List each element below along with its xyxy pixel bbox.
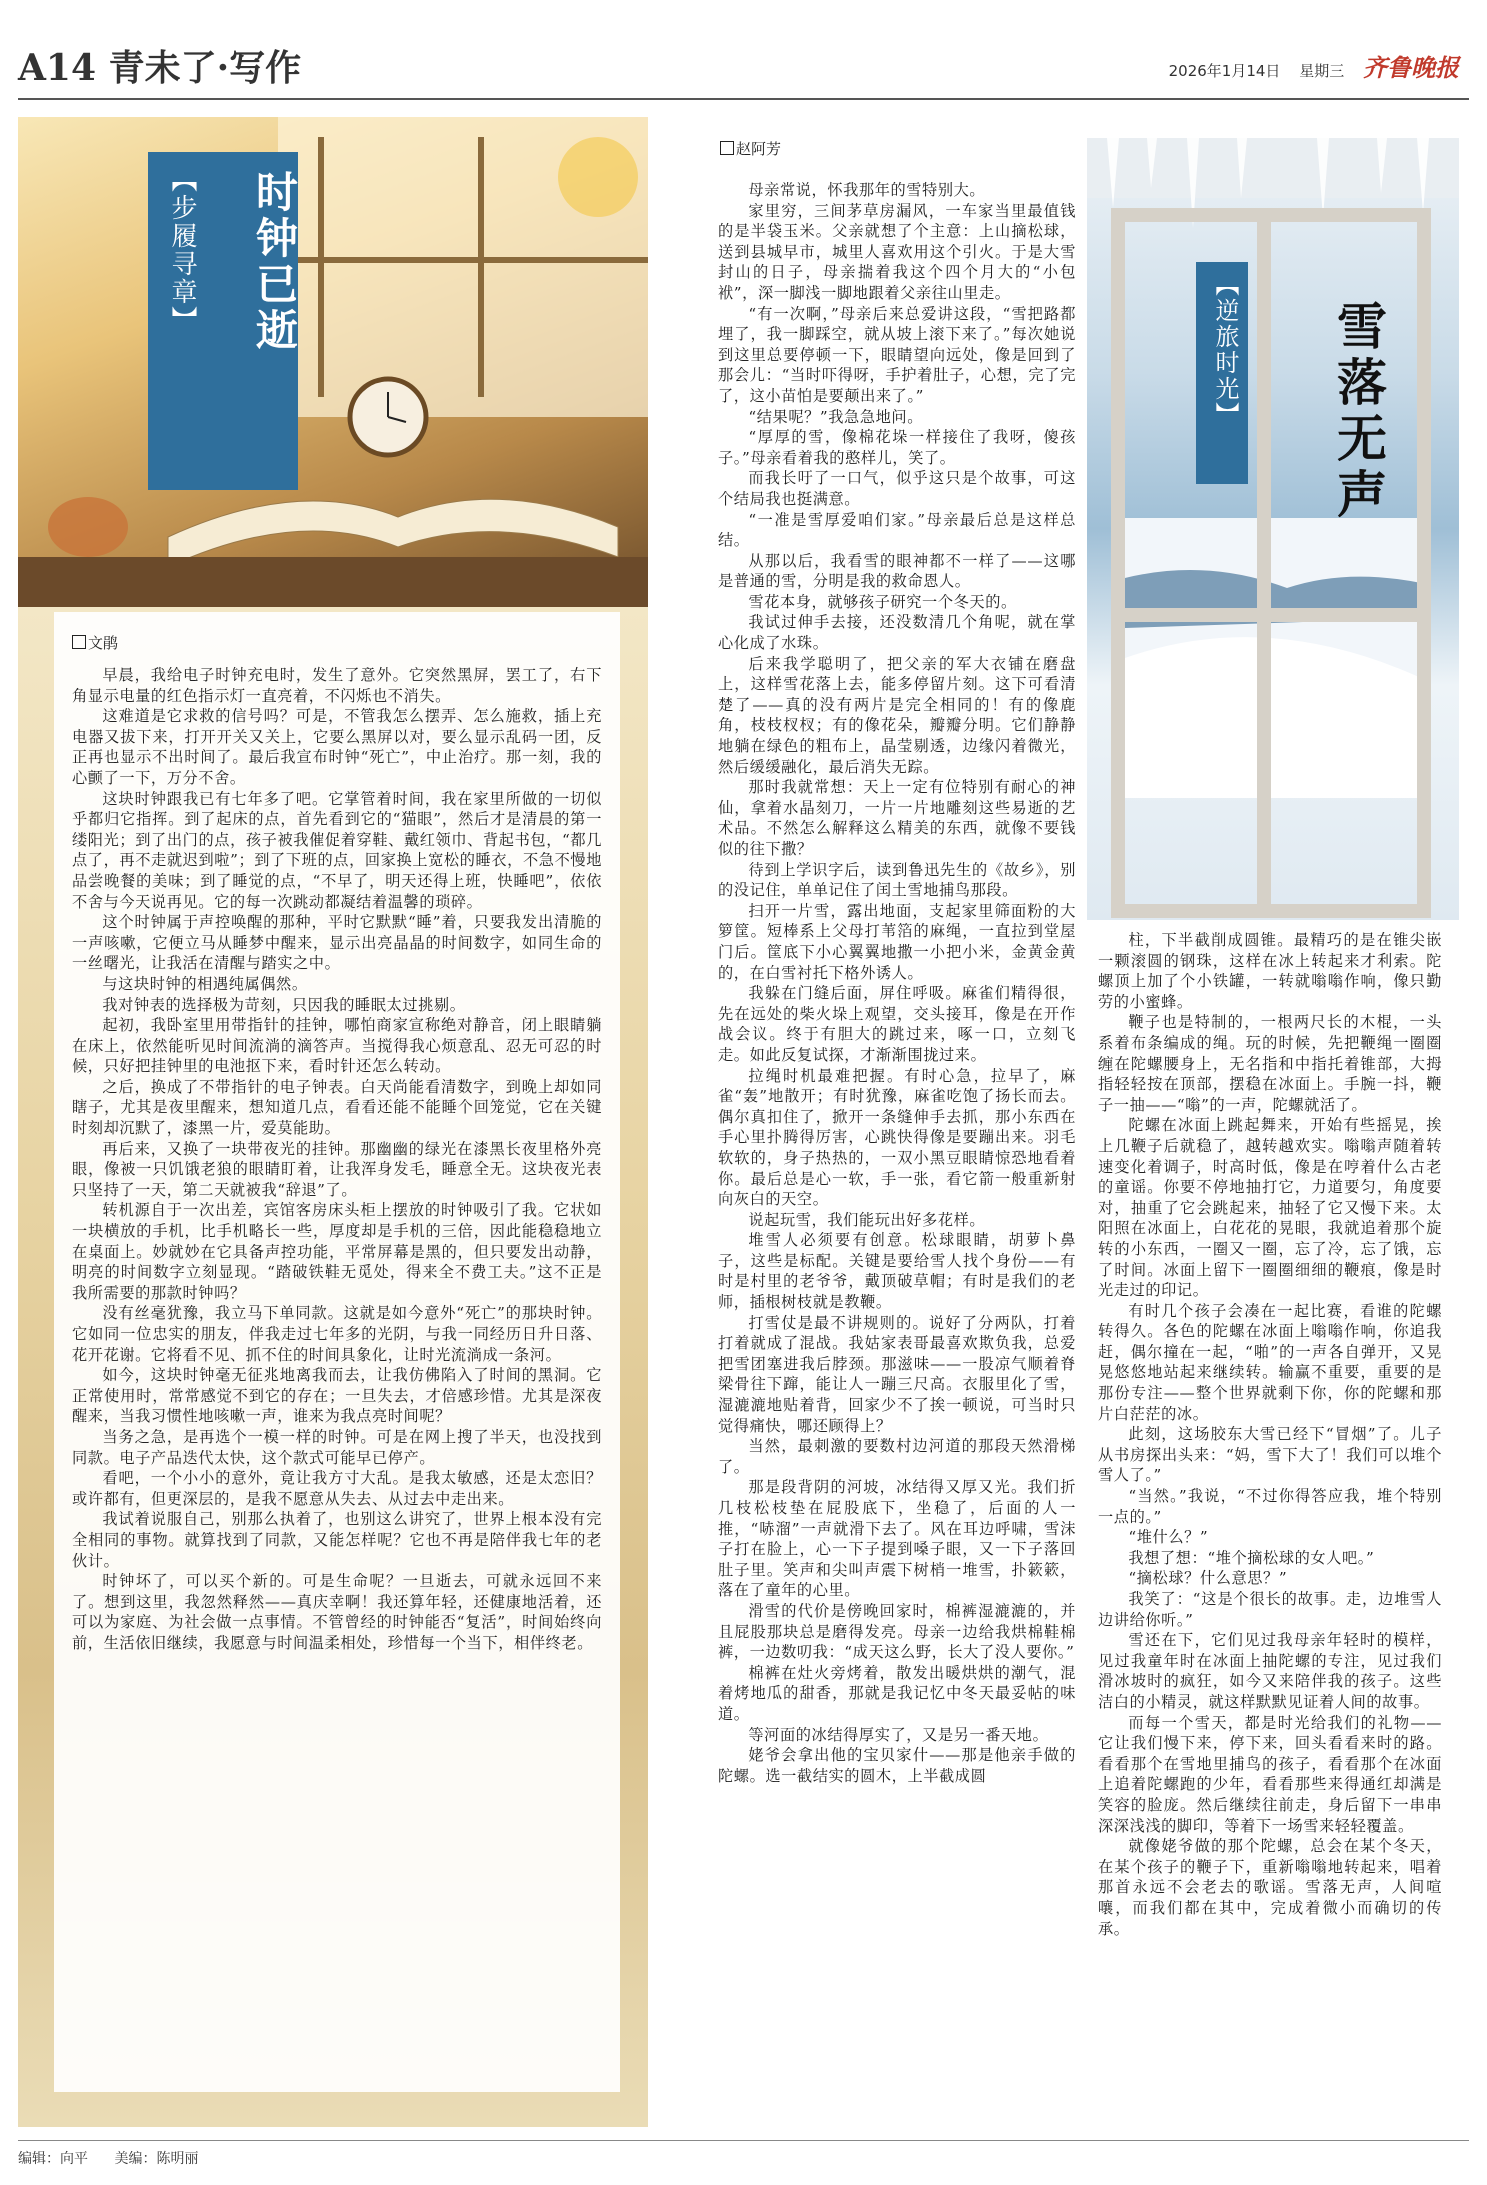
left-article-body bbox=[54, 612, 620, 2092]
paragraph: 有时几个孩子会凑在一起比赛，看谁的陀螺转得久。各色的陀螺在冰面上嗡嗡作响，你追我赶，偶尔撞在一起，“啪”的一声各自弹开，又晃晃悠悠地站起来继续转。输赢不重要，重要的是那份专注——整个世界就剩下你，你的陀螺和那片白茫茫的冰。 bbox=[1098, 1301, 1442, 1423]
paragraph: 之后，换成了不带指针的电子钟表。白天尚能看清数字，到晚上却如同瞎子，尤其是夜里醒来，想知道几点，看看还能不能睡个回笼觉，它在关键时刻却沉默了，漆黑一片，爱莫能助。 bbox=[72, 1077, 602, 1138]
right-article-title: 雪落无声 bbox=[1329, 300, 1388, 524]
paragraph: 打雪仗是最不讲规则的。说好了分两队，打着打着就成了混战。我姑家表哥最喜欢欺负我，总爱把雪团塞进我后脖颈。那滋味——一股凉气顺着脊梁骨往下蹿，能让人一蹦三尺高。衣服里化了雪，湿漉漉地贴着背，回家少不了挨一顿说，可当时只觉得痛快，哪还顾得上？ bbox=[718, 1313, 1076, 1435]
paragraph: 而每一个雪天，都是时光给我们的礼物——它让我们慢下来，停下来，回头看看来时的路。看看那个在雪地里捕鸟的孩子，看看那个在冰面上追着陀螺跑的少年，看看那些来得通红却满是笑容的脸庞。然后继续往前走，身后留下一串串深深浅浅的脚印，等着下一场雪来轻轻覆盖。 bbox=[1098, 1713, 1442, 1835]
newspaper-logo: 齐鲁晚报 bbox=[1363, 53, 1459, 82]
paragraph: 这个时钟属于声控唤醒的那种，平时它默默“睡”着，只要我发出清脆的一声咳嗽，它便立马从睡梦中醒来，显示出亮晶晶的时间数字，如同生命的一丝曙光，让我活在清醒与踏实之中。 bbox=[72, 913, 602, 973]
left-article-title: 时钟已逝 bbox=[250, 170, 299, 354]
paragraph: 再后来，又换了一块带夜光的挂钟。那幽幽的绿光在漆黑长夜里格外亮眼，像被一只饥饿老狼的眼睛盯着，让我浑身发毛，睡意全无。这块夜光表只坚持了一天，第二天就被我“辞退”了。 bbox=[72, 1139, 602, 1199]
paragraph: 我躲在门缝后面，屏住呼吸。麻雀们精得很，先在远处的柴火垛上观望，交头接耳，像是在开作战会议。终于有胆大的跳过来，啄一口，立刻飞走。如此反复试探，才渐渐围拢过来。 bbox=[718, 984, 1076, 1064]
paragraph: 起初，我卧室里用带指针的挂钟，哪怕商家宣称绝对静音，闭上眼睛躺在床上，依然能听见时间流淌的滴答声。当搅得我心烦意乱、忍无可忍的时候，只好把挂钟里的电池抠下来，看时针还怎么转动。 bbox=[72, 1016, 602, 1076]
paragraph: 家里穷，三间茅草房漏风，一车家当里最值钱的是半袋玉米。父亲就想了个主意：上山摘松球，送到县城早市，城里人喜欢用这个引火。于是大雪封山的日子，母亲揣着我这个四个月大的“小包袱”，深一脚浅一脚地跟着父亲往山里走。 bbox=[718, 201, 1076, 302]
paragraph: 堆雪人必须要有创意。松球眼睛，胡萝卜鼻子，这些是标配。关键是要给雪人找个身份——有时是村里的老爷爷，戴顶破草帽；有时是我们的老师，插根树枝就是教鞭。 bbox=[718, 1231, 1076, 1312]
window-clock-scene bbox=[18, 117, 648, 607]
header-rule bbox=[18, 98, 1469, 100]
paragraph: 如今，这块时钟毫无征兆地离我而去，让我仿佛陷入了时间的黑洞。它正常使用时，常常感觉不到它的存在；一旦失去，才倍感珍惜。尤其是深夜醒来，当我习惯性地咳嗽一声，谁来为我点亮时间呢？ bbox=[72, 1366, 602, 1426]
masthead bbox=[18, 40, 1469, 96]
paragraph: 我对钟表的选择极为苛刻，只因我的睡眠太过挑剔。 bbox=[102, 995, 466, 1014]
designer-credit: 美编：陈明丽 bbox=[114, 2151, 199, 2167]
paragraph: 扫开一片雪，露出地面，支起家里筛面粉的大箩筐。短棒系上父母打苇箔的麻绳，一直拉到堂屋门后。筐底下小心翼翼地撒一小把小米，金黄金黄的，在白雪衬托下格外诱人。 bbox=[718, 901, 1076, 982]
paragraph: “堆什么？” bbox=[1128, 1528, 1209, 1547]
paragraph: 后来我学聪明了，把父亲的军大衣铺在磨盘上，这样雪花落上去，能多停留片刻。这下可看清楚了——真的没有两片是完全相同的！有的像鹿角，枝枝杈杈；有的像花朵，瓣瓣分明。它们静静地躺在绿色的粗布上，晶莹剔透，边缘闪着微光，然后缓缓融化，最后消失无踪。 bbox=[718, 654, 1076, 776]
right-author: 赵阿芳 bbox=[720, 138, 781, 159]
author-box-icon bbox=[720, 141, 734, 155]
paragraph: 陀螺在冰面上跳起舞来，开始有些摇晃，挨上几鞭子后就稳了，越转越欢实。嗡嗡声随着转速变化着调子，时高时低，像是在哼着什么古老的童谣。你要不停地抽打它，力道要匀，角度要对，抽重了它会跳起来，抽轻了它又慢下来。太阳照在冰面上，白花花的晃眼，我就追着那个旋转的小东西，一圈又一圈，忘了冷，忘了饿，忘了时间。冰面上留下一圈圈细细的鞭痕，像是时光走过的印记。 bbox=[1098, 1116, 1442, 1300]
paragraph: 此刻，这场胶东大雪已经下“冒烟”了。儿子从书房探出头来：“妈，雪下大了！我们可以堆个雪人了。” bbox=[1098, 1425, 1442, 1485]
paragraph: “有一次啊，”母亲后来总爱讲这段，“雪把路都埋了，我一脚踩空，就从坡上滚下来了。”每次她说到这里总要停顿一下，眼睛望向远处，像是回到了那会儿：“当时吓得呀，手护着肚子，心想，完了完了，这小苗怕是要颠出来了。” bbox=[718, 304, 1076, 405]
right-article-column-1 bbox=[718, 180, 1076, 1786]
paragraph: 看吧，一个小小的意外，竟让我方寸大乱。是我太敏感，还是太恋旧？或许都有，但更深层的，是我不愿意从失去、从过去中走出来。 bbox=[72, 1469, 602, 1508]
issue-date: 2026年1月14日 bbox=[1168, 62, 1281, 80]
paragraph: 从那以后，我看雪的眼神都不一样了——这哪是普通的雪，分明是我的救命恩人。 bbox=[718, 551, 1076, 591]
paragraph: 等河面的冰结得厚实了，又是另一番天地。 bbox=[748, 1725, 1049, 1744]
paragraph: 当务之急，是再选个一模一样的时钟。可是在网上搜了半天，也没找到同款。电子产品迭代太快，这个款式可能早已停产。 bbox=[72, 1427, 602, 1467]
paragraph: 时钟坏了，可以买个新的。可是生命呢？一旦逝去，可就永远回不来了。想到这里，我忽然释然——真庆幸啊！我还算年轻，还健康地活着，还可以为家庭、为社会做一点事情。不管曾经的时钟能否“复活”，时间始终向前，生活依旧继续，我愿意与时间温柔相处，珍惜每一个当下，相伴终老。 bbox=[72, 1572, 602, 1652]
author-box-icon bbox=[72, 635, 86, 649]
window-transom bbox=[1111, 608, 1431, 622]
paragraph: 没有丝毫犹豫，我立马下单同款。这就是如今意外“死亡”的那块时钟。它如同一位忠实的朋友，伴我走过七年多的光阴，与我一同经历日升日落、花开花谢。它将看不见、抓不住的时间具象化，让时光流淌成一条河。 bbox=[72, 1304, 602, 1364]
paragraph: 我想了想：“堆个摘松球的女人吧。” bbox=[1128, 1548, 1375, 1567]
clock-book-illustration bbox=[18, 117, 648, 607]
paragraph: “厚厚的雪，像棉花垛一样接住了我呀，傻孩子。”母亲看着我的憨样儿，笑了。 bbox=[718, 428, 1076, 467]
editor-credit: 编辑：向平 bbox=[18, 2151, 88, 2167]
paragraph: 就像姥爷做的那个陀螺，总会在某个冬天，在某个孩子的鞭子下，重新嗡嗡地转起来，唱着那首永远不会老去的歌谣。雪落无声，人间喧嚷，而我们都在其中，完成着微小而确切的传承。 bbox=[1098, 1837, 1442, 1938]
paragraph: 我笑了：“这是个很长的故事。走，边堆雪人边讲给你听。” bbox=[1098, 1590, 1442, 1629]
snow-window-illustration bbox=[1087, 138, 1459, 920]
paragraph: 那时我就常想：天上一定有位特别有耐心的神仙，拿着水晶刻刀，一片一片地雕刻这些易逝的艺术品。不然怎么解释这么精美的东西，就像不要钱似的往下撒？ bbox=[718, 778, 1076, 858]
footer-rule bbox=[18, 2140, 1469, 2141]
paragraph: 转机源自于一次出差，宾馆客房床头柜上摆放的时钟吸引了我。它状如一块横放的手机，比手机略长一些，厚度却是手机的三倍，因此能稳稳地立在桌面上。妙就妙在它具备声控功能，平常屏幕是黑的，但只要发出动静，明亮的时间数字立刻显现。“踏破铁鞋无觅处，得来全不费工夫。”这不正是我所需要的那款时钟吗？ bbox=[72, 1201, 602, 1302]
paragraph: “摘松球？什么意思？” bbox=[1128, 1569, 1288, 1588]
paragraph: 雪花本身，就够孩子研究一个冬天的。 bbox=[748, 592, 1017, 611]
paragraph: 这块时钟跟我已有七年多了吧。它掌管着时间，我在家里所做的一切似乎都归它指挥。到了起床的点，首先看到它的“猫眼”，然后才是清晨的第一缕阳光；到了出门的点，孩子被我催促着穿鞋、戴红领巾、背起书包，“都几点了，再不走就迟到啦”；到了下班的点，回家换上宽松的睡衣，不急不慢地品尝晚餐的美味；到了睡觉的点，“不早了，明天还得上班，快睡吧”，依依不舍与今天说再见。它的每一次跳动都凝结着温馨的琐碎。 bbox=[72, 789, 602, 911]
page-number: A14 bbox=[18, 47, 97, 89]
paragraph: 雪还在下，它们见过我母亲年轻时的模样，见过我童年时在冰面上抽陀螺的专注，见过我们滑冰坡时的疯狂，如今又来陪伴我的孩子。这些洁白的小精灵，就这样默默见证着人间的故事。 bbox=[1098, 1631, 1442, 1711]
section-header bbox=[18, 40, 301, 91]
paragraph: 拉绳时机最难把握。有时心急，拉早了，麻雀“轰”地散开；有时犹豫，麻雀吃饱了扬长而去。偶尔真扣住了，掀开一条缝伸手去抓，那小东西在手心里扑腾得厉害，心跳快得像是要蹦出来。羽毛软软的，身子热热的，一双小黑豆眼睛惊恐地看着你。最后总是心一软，手一张，看它箭一般重新射向灰白的天空。 bbox=[718, 1066, 1076, 1209]
paragraph: “当然。”我说，“不过你得答应我，堆个特别一点的。” bbox=[1098, 1487, 1442, 1526]
left-author: 文鹃 bbox=[72, 632, 602, 653]
paragraph: 我试着说服自己，别那么执着了，也别这么讲究了，世界上根本没有完全相同的事物。就算找到了同款，又能怎样呢？它也不再是陪伴我七年的老伙计。 bbox=[72, 1510, 602, 1570]
paragraph: 鞭子也是特制的，一根两尺长的木棍，一头系着布条编成的绳。玩的时候，先把鞭绳一圈圈缠在陀螺腰身上，无名指和中指托着锥部，大拇指轻轻按在顶部，摆稳在冰面上。手腕一抖，鞭子一抽——“嗡”的一声，陀螺就活了。 bbox=[1098, 1013, 1442, 1114]
paragraph: 而我长吁了一口气，似乎这只是个故事，可这个结局我也挺满意。 bbox=[718, 469, 1076, 508]
paragraph: 滑雪的代价是傍晚回家时，棉裤湿漉漉的，并且屁股那块总是磨得发亮。母亲一边给我烘棉鞋棉裤，一边数叨我：“成天这么野，长大了没人要你。” bbox=[718, 1601, 1076, 1662]
left-paragraphs bbox=[72, 665, 602, 1654]
left-title-block bbox=[148, 152, 298, 490]
date-line bbox=[1155, 48, 1459, 83]
right-column-name: 【逆旅时光】 bbox=[1211, 272, 1239, 428]
section-name: 青未了·写作 bbox=[108, 47, 302, 89]
right-article-column-2 bbox=[1098, 930, 1442, 1939]
window-mullion bbox=[1257, 208, 1271, 918]
paragraph: 与这块时钟的相遇纯属偶然。 bbox=[102, 974, 308, 993]
left-column-name: 【步履寻章】 bbox=[167, 166, 197, 334]
paragraph: 棉裤在灶火旁烤着，散发出暖烘烘的潮气，混着烤地瓜的甜香，那就是我记忆中冬天最妥帖的味道。 bbox=[718, 1663, 1076, 1723]
paragraph: 早晨，我给电子时钟充电时，发生了意外。它突然黑屏，罢工了，右下角显示电量的红色指示灯一直亮着，不闪烁也不消失。 bbox=[72, 666, 602, 705]
paragraph: 柱，下半截削成圆锥。最精巧的是在锥尖嵌一颗滚圆的钢珠，这样在冰上转起来才利索。陀螺顶上加了个小铁罐，一转就嗡嗡作响，像只勤劳的小蜜蜂。 bbox=[1098, 931, 1442, 1011]
footer-credits bbox=[18, 2148, 220, 2168]
paragraph: 我试过伸手去接，还没数清几个角呢，就在掌心化成了水珠。 bbox=[718, 613, 1076, 653]
paragraph: 母亲常说，怀我那年的雪特别大。 bbox=[748, 181, 986, 199]
paragraph: 那是段背阴的河坡，冰结得又厚又光。我们折几枝松枝垫在屁股底下，坐稳了，后面的人一推，“哧溜”一声就滑下去了。风在耳边呼啸，雪沫子打在脸上，心一下子提到嗓子眼，又一下子落回肚子里。笑声和尖叫声震下树梢一堆雪，扑簌簌，落在了童年的心里。 bbox=[718, 1478, 1076, 1600]
paragraph: 说起玩雪，我们能玩出好多花样。 bbox=[748, 1210, 986, 1229]
issue-weekday: 星期三 bbox=[1299, 62, 1345, 80]
paragraph: “结果呢？”我急急地问。 bbox=[748, 407, 923, 426]
paragraph: 待到上学识字后，读到鲁迅先生的《故乡》，别的没记住，单单记住了闰土雪地捕鸟那段。 bbox=[718, 860, 1076, 900]
right-column-block bbox=[1196, 262, 1248, 484]
paragraph: 这难道是它求救的信号吗？可是，不管我怎么摆弄、怎么施救，插上充电器又拔下来，打开开关又关上，它要么黑屏以对，要么显示乱码一团，反正再也显示不出时间了。最后我宣布时钟“死亡”，中止治疗。那一刻，我的心颤了一下，万分不舍。 bbox=[72, 707, 602, 787]
paragraph: 当然，最刺激的要数村边河道的那段天然滑梯了。 bbox=[718, 1437, 1076, 1476]
paragraph: 姥爷会拿出他的宝贝家什——那是他亲手做的陀螺。选一截结实的圆木，上半截成圆 bbox=[718, 1746, 1076, 1785]
paragraph: “一准是雪厚爱咱们家。”母亲最后总是这样总结。 bbox=[718, 510, 1076, 550]
